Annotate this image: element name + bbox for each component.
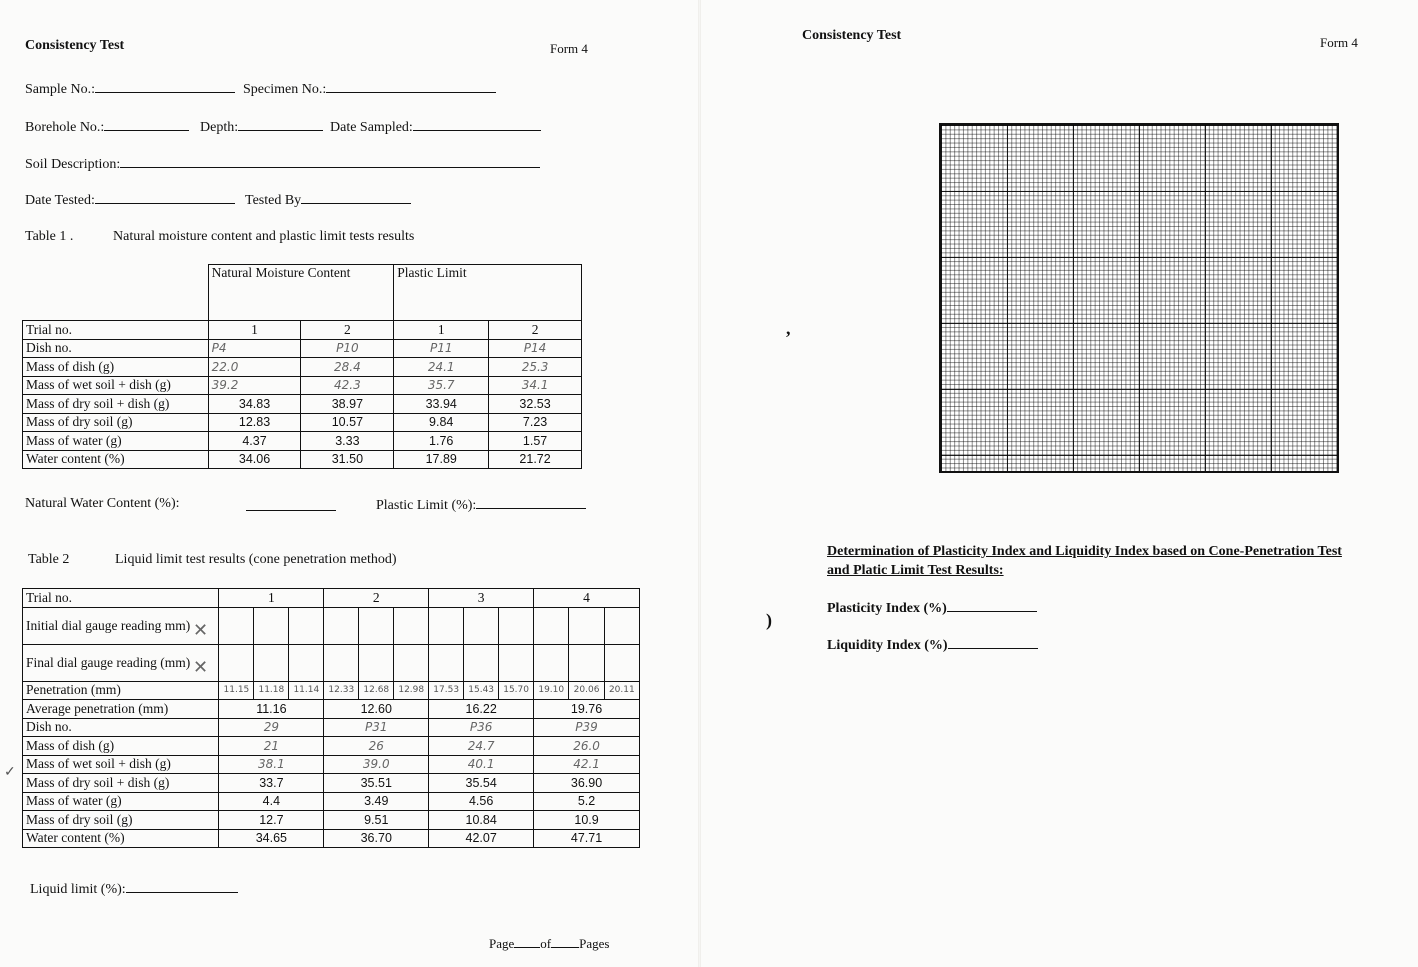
left-page [0,0,700,967]
scan-mark: ) [766,610,772,630]
table1-caption: Natural moisture content and plastic limit tests results [113,229,415,244]
table-row: Mass of water (g) 4.4 3.49 4.56 5.2 [23,792,640,811]
check-mark-icon: ✓ [4,765,16,780]
plasticity-index-field[interactable]: Plasticity Index (%) [827,599,1037,617]
graph-paper[interactable] [939,123,1339,473]
table-row: Mass of dry soil + dish (g) 34.83 38.97 33.94 32.53 [23,395,582,414]
table-row: Initial dial gauge reading mm) [23,607,640,644]
form-number: Form 4 [550,41,588,56]
soil-description-field[interactable]: Soil Description: [25,155,540,173]
form-title: Consistency Test [802,28,902,43]
table-row: Trial no. 1 2 1 2 [23,321,582,340]
form-title: Consistency Test [25,38,125,53]
table-row: Penetration (mm) 11.15 11.18 11.14 12.33 12.68 12.98 17.53 15.43 15.70 19.10 20.06 20.11 [23,681,640,700]
date-tested-field[interactable]: Date Tested: [25,191,235,209]
table2-caption: Liquid limit test results (cone penetration method) [115,552,397,567]
table-row: Average penetration (mm) 11.16 12.60 16.22 19.76 [23,700,640,719]
liquidity-index-field[interactable]: Liquidity Index (%) [827,636,1038,654]
tested-by-field[interactable]: Tested By [245,191,411,209]
borehole-no-field[interactable]: Borehole No.: [25,118,189,136]
table-row: Water content (%) 34.06 31.50 17.89 21.72 [23,450,582,469]
table2-liquid-limit [22,588,640,848]
natural-water-content-line[interactable] [246,498,336,511]
table-row: Mass of dish (g) 22.0 28.4 24.1 25.3 [23,358,582,377]
depth-field[interactable]: Depth: [200,118,323,136]
table-row: Mass of dry soil (g) 12.83 10.57 9.84 7.23 [23,413,582,432]
liquid-limit-field[interactable]: Liquid limit (%): [30,880,238,898]
cross-mark-icon: ✕ [193,620,209,640]
group-plastic-limit: Plastic Limit [394,265,582,321]
determination-heading-2: and Platic Limit Test Results: [827,563,1004,578]
plastic-limit-field[interactable]: Plastic Limit (%): [376,496,586,514]
cross-mark-icon: ✕ [193,657,209,677]
table1-label: Table 1 . [25,229,74,244]
right-page [700,0,1418,967]
table-row: Dish no. 29 P31 P36 P39 [23,718,640,737]
form-number: Form 4 [1320,35,1358,50]
table-row: Dish no. P4 P10 P11 P14 [23,339,582,358]
group-natural-moisture: Natural Moisture Content [208,265,394,321]
table-row: Water content (%) 34.65 36.70 42.07 47.71 [23,829,640,848]
determination-heading-1: Determination of Plasticity Index and Liquidity Index based on Cone-Penetration Test [827,544,1342,559]
table2-label: Table 2 [28,552,70,567]
table-row: Mass of wet soil + dish (g) 39.2 42.3 35.7 34.1 [23,376,582,395]
natural-water-content-field[interactable]: Natural Water Content (%): [25,496,180,511]
table-row: Mass of wet soil + dish (g) 38.1 39.0 40.1 42.1 [23,755,640,774]
table-row: Final dial gauge reading (mm) [23,644,640,681]
specimen-no-field[interactable]: Specimen No.: [243,80,496,98]
table-row: Trial no. 1 2 3 4 [23,589,640,608]
table-row: Mass of dry soil (g) 12.7 9.51 10.84 10.9 [23,811,640,830]
date-sampled-field[interactable]: Date Sampled: [330,118,541,136]
sample-no-field[interactable]: Sample No.: [25,80,235,98]
table1-moisture-plastic [22,264,582,469]
table-row: Mass of dry soil + dish (g) 33.7 35.51 35.54 36.90 [23,774,640,793]
scan-mark: , [786,318,791,338]
table-row: Mass of dish (g) 21 26 24.7 26.0 [23,737,640,756]
table-row: Mass of water (g) 4.37 3.33 1.76 1.57 [23,432,582,451]
page-footer: Page of Pages [489,936,610,951]
